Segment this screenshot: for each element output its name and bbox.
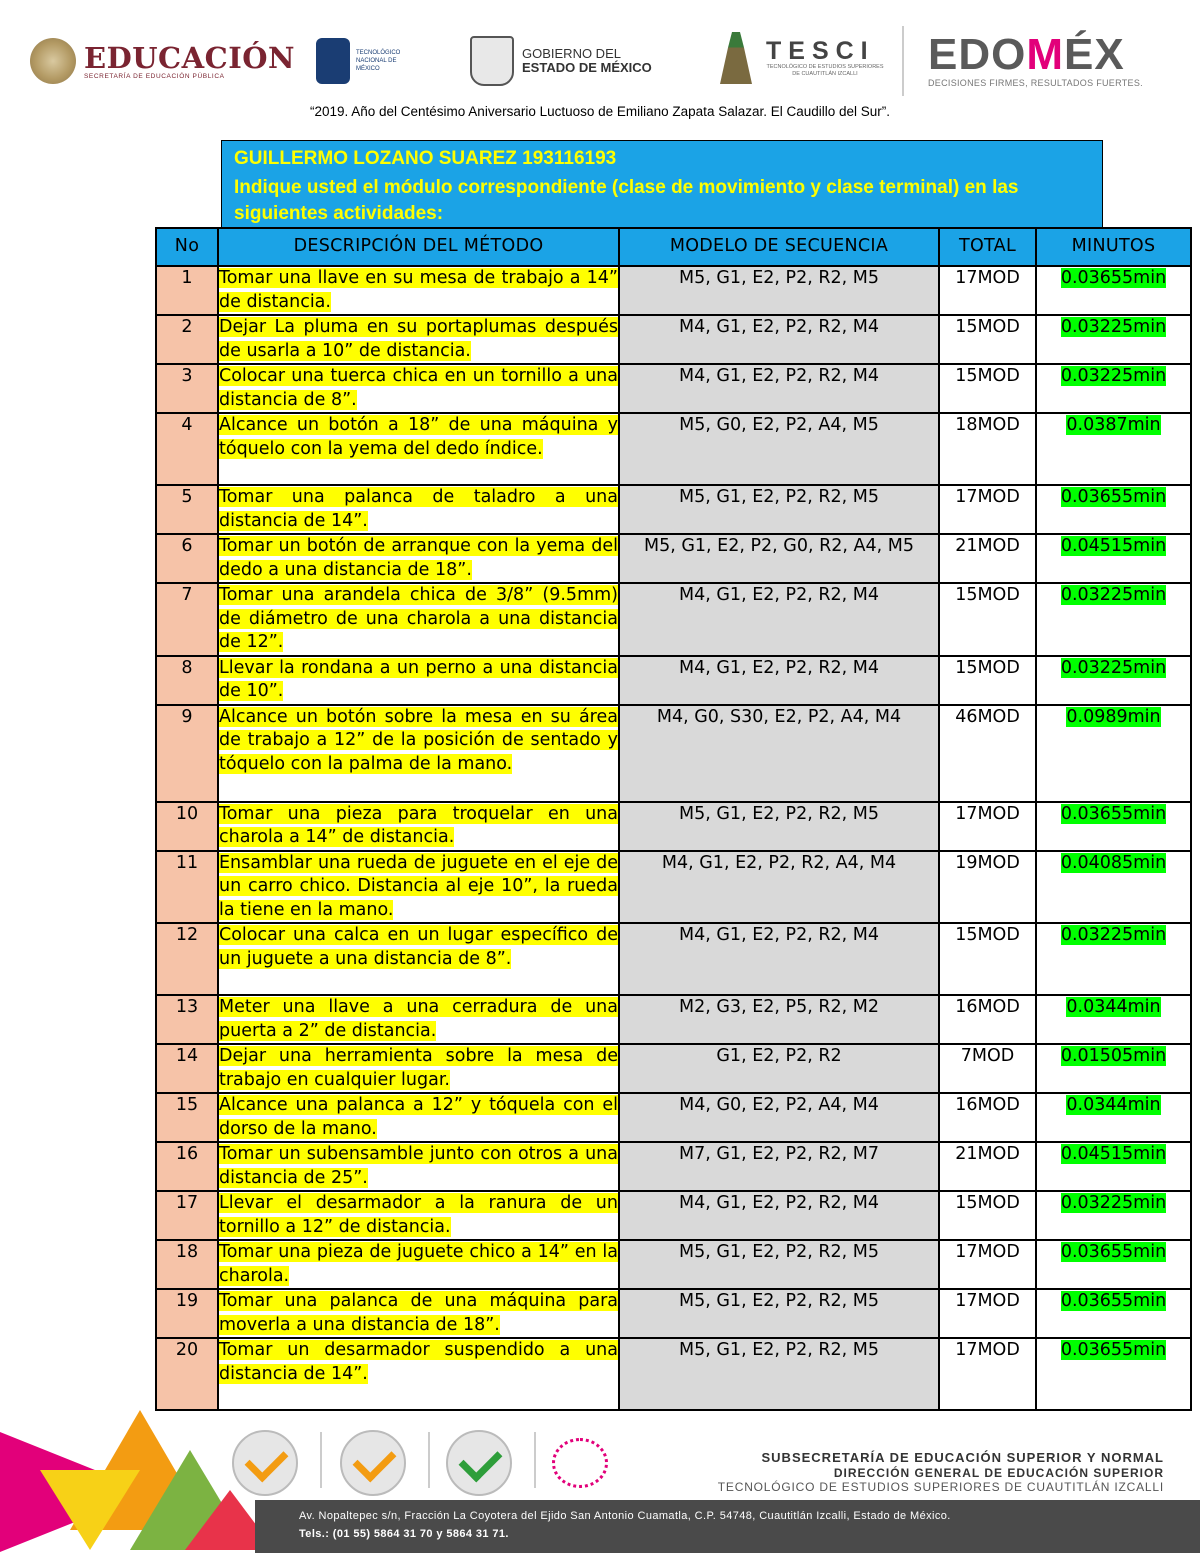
sep-logo	[30, 38, 295, 84]
minutes-value: 0.03655min	[1060, 1242, 1167, 1262]
decorative-triangle	[40, 1470, 140, 1550]
minutes-value: 0.0989min	[1066, 706, 1161, 727]
document-footer	[0, 1410, 1200, 1553]
method-description	[218, 1289, 619, 1338]
total-mod: 15MOD	[939, 923, 1036, 995]
row-number: 13	[156, 995, 218, 1044]
method-description	[218, 583, 619, 656]
row-number: 17	[156, 1191, 218, 1240]
edomex-logo	[928, 32, 1143, 88]
minutes-cell	[1036, 534, 1191, 583]
sequence-model: M2, G3, E2, P5, R2, M2	[619, 995, 939, 1044]
table-row	[156, 995, 1191, 1044]
total-mod: 7MOD	[939, 1044, 1036, 1093]
minutes-value: 0.03225min	[1060, 925, 1167, 945]
total-mod: 16MOD	[939, 1093, 1036, 1142]
certification-badge-icon	[232, 1430, 298, 1496]
row-number: 4	[156, 413, 218, 485]
minutes-value: 0.03225min	[1060, 657, 1167, 678]
total-mod: 19MOD	[939, 851, 1036, 924]
address-bar	[255, 1500, 1200, 1553]
total-mod: 17MOD	[939, 802, 1036, 851]
minutes-cell	[1036, 995, 1191, 1044]
description-text: Alcance un botón a 18” de una máquina y tóquelo con la yema del dedo índice.	[219, 415, 618, 459]
instruction-text: Indique usted el módulo correspondiente (clase de movimiento y clase terminal) en las siguientes actividades:	[234, 177, 1019, 224]
minutes-value: 0.01505min	[1060, 1046, 1167, 1066]
table-row	[156, 1338, 1191, 1410]
total-mod: 17MOD	[939, 485, 1036, 534]
description-text: Tomar una pieza de juguete chico a 14” en la charola.	[219, 1242, 618, 1286]
minutes-cell	[1036, 1289, 1191, 1338]
gobierno-line1: GOBIERNO DEL	[522, 46, 621, 61]
phones-text: Tels.: (01 55) 5864 31 70 y 5864 31 71.	[299, 1528, 509, 1540]
sequence-model: M7, G1, E2, P2, R2, M7	[619, 1142, 939, 1191]
minutes-cell	[1036, 364, 1191, 413]
minutes-cell	[1036, 1191, 1191, 1240]
method-description	[218, 485, 619, 534]
total-mod: 21MOD	[939, 1142, 1036, 1191]
col-header-no: No	[156, 228, 218, 266]
row-number: 15	[156, 1093, 218, 1142]
sequence-model: M5, G1, E2, P2, R2, M5	[619, 1289, 939, 1338]
total-mod: 17MOD	[939, 1338, 1036, 1410]
minutes-value: 0.03655min	[1060, 1340, 1167, 1360]
minutes-value: 0.0387min	[1066, 415, 1161, 435]
sequence-model: M5, G1, E2, P2, G0, R2, A4, M5	[619, 534, 939, 583]
sequence-model: M4, G1, E2, P2, R2, M4	[619, 315, 939, 364]
row-number: 10	[156, 802, 218, 851]
minutes-cell	[1036, 413, 1191, 485]
total-mod: 16MOD	[939, 995, 1036, 1044]
tesci-logo	[716, 32, 884, 84]
table-row	[156, 1142, 1191, 1191]
total-mod: 15MOD	[939, 315, 1036, 364]
method-description	[218, 1240, 619, 1289]
sequence-model: M4, G1, E2, P2, R2, M4	[619, 923, 939, 995]
total-mod: 21MOD	[939, 534, 1036, 583]
method-description	[218, 413, 619, 485]
state-crest-icon	[470, 36, 514, 86]
minutes-value: 0.0344min	[1066, 997, 1161, 1017]
table-row	[156, 413, 1191, 485]
table-row	[156, 315, 1191, 364]
tesci-subtitle: TECNOLÓGICO DE ESTUDIOS SUPERIORES DE CUAUTITLÁN IZCALLI	[766, 64, 884, 77]
minutes-value: 0.03225min	[1060, 317, 1167, 337]
row-number: 1	[156, 266, 218, 315]
description-text: Meter una llave a una cerradura de una puerta a 2” de distancia.	[219, 997, 618, 1041]
tesci-wordmark: TESCI	[766, 37, 875, 65]
table-row	[156, 534, 1191, 583]
total-mod: 17MOD	[939, 1289, 1036, 1338]
total-mod: 15MOD	[939, 583, 1036, 656]
table-row	[156, 1240, 1191, 1289]
method-description	[218, 802, 619, 851]
method-description	[218, 656, 619, 705]
sequence-model: M5, G1, E2, P2, R2, M5	[619, 485, 939, 534]
sequence-model: M4, G1, E2, P2, R2, M4	[619, 583, 939, 656]
description-text: Tomar una palanca de taladro a una distancia de 14”.	[219, 487, 618, 531]
sequence-model: M4, G1, E2, P2, R2, A4, M4	[619, 851, 939, 924]
gobierno-line2: ESTADO DE MÉXICO	[522, 60, 652, 75]
description-text: Tomar una palanca de una máquina para moverla a una distancia de 18”.	[219, 1291, 618, 1335]
method-description	[218, 1191, 619, 1240]
minutes-value: 0.03225min	[1060, 1193, 1167, 1213]
row-number: 8	[156, 656, 218, 705]
description-text: Llevar la rondana a un perno a una distancia de 10”.	[219, 657, 618, 701]
total-mod: 18MOD	[939, 413, 1036, 485]
method-description	[218, 266, 619, 315]
student-name: GUILLERMO LOZANO SUAREZ 193116193	[234, 148, 617, 169]
statue-icon	[716, 32, 756, 84]
sequence-model: M4, G1, E2, P2, R2, M4	[619, 364, 939, 413]
minutes-cell	[1036, 1338, 1191, 1410]
method-description	[218, 1338, 619, 1410]
row-number: 7	[156, 583, 218, 656]
badge-divider	[320, 1432, 322, 1488]
minutes-cell	[1036, 1044, 1191, 1093]
gear-icon	[316, 38, 350, 84]
national-seal-icon	[30, 38, 76, 84]
sequence-model: M5, G0, E2, P2, A4, M5	[619, 413, 939, 485]
total-mod: 46MOD	[939, 705, 1036, 802]
table-row	[156, 851, 1191, 924]
minutes-value: 0.04515min	[1060, 1144, 1167, 1164]
minutes-cell	[1036, 656, 1191, 705]
certification-badge-icon	[446, 1430, 512, 1496]
minutes-cell	[1036, 705, 1191, 802]
table-row	[156, 705, 1191, 802]
sequence-model: M4, G0, S30, E2, P2, A4, M4	[619, 705, 939, 802]
title-block	[221, 140, 1103, 228]
minutes-cell	[1036, 1240, 1191, 1289]
col-header-sequence: MODELO DE SECUENCIA	[619, 228, 939, 266]
description-text: Tomar una pieza para troquelar en una charola a 14” de distancia.	[219, 803, 618, 847]
description-text: Dejar La pluma en su portaplumas después de usarla a 10” de distancia.	[219, 317, 618, 361]
table-row	[156, 364, 1191, 413]
description-text: Alcance una palanca a 12” y tóquela con el dorso de la mano.	[219, 1095, 618, 1139]
sequence-model: M5, G1, E2, P2, R2, M5	[619, 266, 939, 315]
minutes-cell	[1036, 266, 1191, 315]
row-number: 11	[156, 851, 218, 924]
row-number: 14	[156, 1044, 218, 1093]
sequence-model: M4, G1, E2, P2, R2, M4	[619, 656, 939, 705]
document-header	[0, 0, 1200, 130]
description-text: Llevar el desarmador a la ranura de un tornillo a 12” de distancia.	[219, 1193, 618, 1237]
minutes-value: 0.03655min	[1060, 487, 1167, 507]
edomex-part-b: ÉX	[1064, 30, 1125, 79]
badge-divider	[534, 1432, 536, 1488]
method-description	[218, 923, 619, 995]
network-wheel-icon	[552, 1438, 608, 1488]
row-number: 5	[156, 485, 218, 534]
minutes-cell	[1036, 315, 1191, 364]
address-text: Av. Nopaltepec s/n, Fracción La Coyotera del Ejido San Antonio Cuamatla, C.P. 54748, Cuautitlán Izcalli, Estado de México.	[299, 1510, 951, 1522]
educacion-wordmark: EDUCACIÓN	[84, 40, 296, 75]
minutes-value: 0.04515min	[1060, 536, 1167, 556]
sequence-model: M5, G1, E2, P2, R2, M5	[619, 1338, 939, 1410]
minutes-cell	[1036, 802, 1191, 851]
col-header-total: TOTAL	[939, 228, 1036, 266]
description-text: Tomar un desarmador suspendido a una distancia de 14”.	[219, 1340, 618, 1384]
minutes-cell	[1036, 1093, 1191, 1142]
subsecretaria-line: SUBSECRETARÍA DE EDUCACIÓN SUPERIOR Y NORMAL	[761, 1450, 1164, 1465]
method-description	[218, 315, 619, 364]
sep-subtitle: SECRETARÍA DE EDUCACIÓN PÚBLICA	[84, 72, 225, 80]
sequence-model: G1, E2, P2, R2	[619, 1044, 939, 1093]
sequence-model: M5, G1, E2, P2, R2, M5	[619, 1240, 939, 1289]
total-mod: 15MOD	[939, 364, 1036, 413]
tecnm-text: TECNOLÓGICO NACIONAL DE MÉXICO	[356, 50, 401, 72]
gobierno-edomex-logo	[470, 36, 652, 86]
method-description	[218, 705, 619, 802]
mtm-table	[155, 227, 1192, 1411]
minutes-value: 0.0344min	[1066, 1095, 1161, 1115]
description-text: Alcance un botón sobre la mesa en su área de trabajo a 12” de la posición de sentado y tóquelo con la palma de la mano.	[219, 706, 618, 774]
row-number: 9	[156, 705, 218, 802]
method-description	[218, 534, 619, 583]
sequence-model: M4, G0, E2, P2, A4, M4	[619, 1093, 939, 1142]
row-number: 12	[156, 923, 218, 995]
minutes-cell	[1036, 583, 1191, 656]
row-number: 19	[156, 1289, 218, 1338]
certification-badge-icon	[340, 1430, 406, 1496]
method-description	[218, 851, 619, 924]
col-header-description: DESCRIPCIÓN DEL MÉTODO	[218, 228, 619, 266]
description-text: Dejar una herramienta sobre la mesa de trabajo en cualquier lugar.	[219, 1046, 618, 1090]
badge-divider	[428, 1432, 430, 1488]
table-row	[156, 656, 1191, 705]
minutes-cell	[1036, 485, 1191, 534]
method-description	[218, 995, 619, 1044]
table-row	[156, 1093, 1191, 1142]
sequence-model: M4, G1, E2, P2, R2, M4	[619, 1191, 939, 1240]
table-row	[156, 583, 1191, 656]
description-text: Ensamblar una rueda de juguete en el eje de un carro chico. Distancia al eje 10”, la rueda la tiene en la mano.	[219, 852, 618, 920]
description-text: Tomar una arandela chica de 3/8” (9.5mm) de diámetro de una charola a una distancia de 12”.	[219, 585, 618, 652]
table-row	[156, 923, 1191, 995]
table-header-row	[156, 228, 1191, 266]
table-row	[156, 1191, 1191, 1240]
row-number: 6	[156, 534, 218, 583]
tecnm-logo	[316, 38, 418, 84]
total-mod: 15MOD	[939, 1191, 1036, 1240]
tecnologico-line: TECNOLÓGICO DE ESTUDIOS SUPERIORES DE CUAUTITLÁN IZCALLI	[717, 1480, 1164, 1494]
sequence-model: M5, G1, E2, P2, R2, M5	[619, 802, 939, 851]
edomex-wordmark	[928, 32, 1143, 78]
direccion-line: DIRECCIÓN GENERAL DE EDUCACIÓN SUPERIOR	[833, 1466, 1164, 1480]
description-text: Tomar un subensamble junto con otros a una distancia de 25”.	[219, 1144, 618, 1188]
method-description	[218, 1044, 619, 1093]
method-description	[218, 364, 619, 413]
row-number: 3	[156, 364, 218, 413]
table-row	[156, 802, 1191, 851]
edomex-part-a: EDO	[928, 30, 1027, 79]
table-row	[156, 1289, 1191, 1338]
total-mod: 17MOD	[939, 1240, 1036, 1289]
row-number: 16	[156, 1142, 218, 1191]
minutes-cell	[1036, 851, 1191, 924]
logo-divider	[902, 26, 904, 96]
total-mod: 15MOD	[939, 656, 1036, 705]
method-description	[218, 1093, 619, 1142]
description-text: Tomar un botón de arranque con la yema del dedo a una distancia de 18”.	[219, 536, 618, 580]
description-text: Colocar una tuerca chica en un tornillo a una distancia de 8”.	[219, 366, 618, 410]
minutes-value: 0.03655min	[1060, 803, 1167, 824]
row-number: 20	[156, 1338, 218, 1410]
description-text: Tomar una llave en su mesa de trabajo a 14” de distancia.	[219, 268, 618, 312]
minutes-value: 0.03225min	[1060, 585, 1167, 605]
table-row	[156, 1044, 1191, 1093]
col-header-minutes: MINUTOS	[1036, 228, 1191, 266]
table-row	[156, 266, 1191, 315]
total-mod: 17MOD	[939, 266, 1036, 315]
minutes-value: 0.04085min	[1060, 852, 1167, 873]
minutes-cell	[1036, 923, 1191, 995]
description-text: Colocar una calca en un lugar específico de un juguete a una distancia de 8”.	[219, 925, 618, 969]
row-number: 18	[156, 1240, 218, 1289]
minutes-cell	[1036, 1142, 1191, 1191]
year-motto: “2019. Año del Centésimo Aniversario Luctuoso de Emiliano Zapata Salazar. El Caudillo del Sur”.	[309, 104, 891, 119]
edomex-part-m: M	[1026, 30, 1065, 79]
minutes-value: 0.03655min	[1060, 268, 1167, 288]
edomex-slogan: DECISIONES FIRMES, RESULTADOS FUERTES.	[928, 78, 1143, 88]
method-description	[218, 1142, 619, 1191]
minutes-value: 0.03225min	[1060, 366, 1167, 386]
row-number: 2	[156, 315, 218, 364]
table-row	[156, 485, 1191, 534]
minutes-value: 0.03655min	[1060, 1291, 1167, 1311]
